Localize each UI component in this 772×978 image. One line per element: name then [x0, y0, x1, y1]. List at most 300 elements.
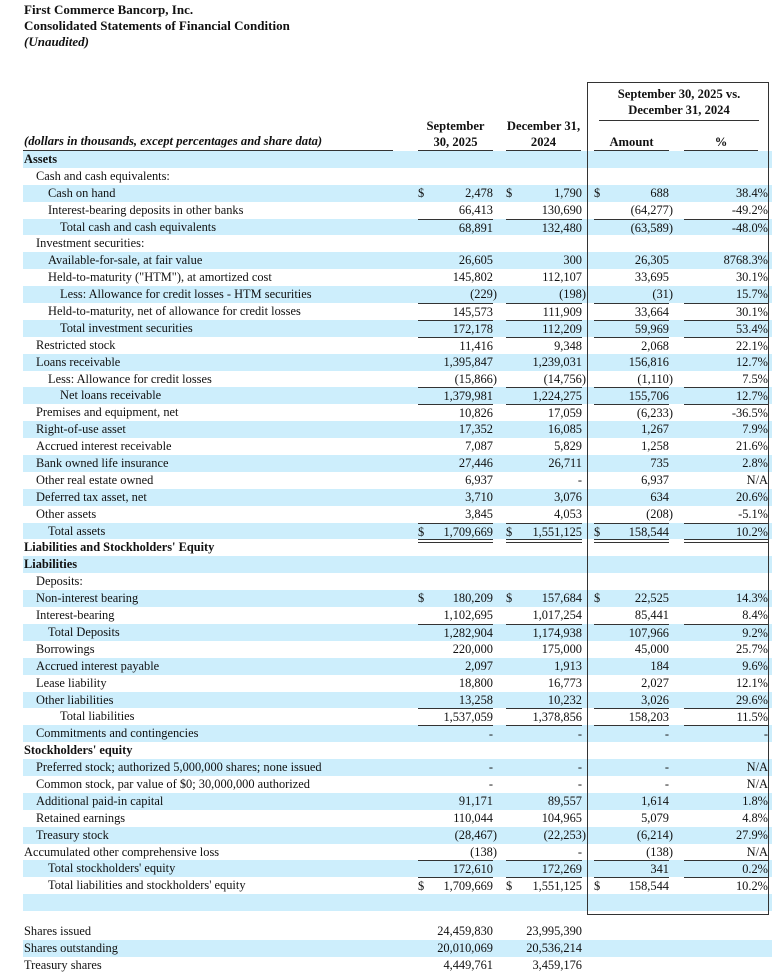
cell-change-amount [594, 708, 669, 726]
cell-value: 9.6% [742, 658, 768, 673]
company-name: First Commerce Bancorp, Inc. [24, 2, 194, 17]
table-row [23, 675, 772, 692]
cell-dec-2024 [506, 438, 582, 455]
cell-value: 1,395,847 [443, 354, 493, 369]
cell-value: -49.2% [731, 202, 768, 217]
cell-sep-2025 [418, 506, 493, 523]
cell-sep-2025 [418, 252, 493, 269]
table-row [23, 438, 772, 455]
cell-dec-2024 [506, 286, 586, 303]
cell-value: - [664, 776, 669, 791]
cell-value: 30.1% [735, 270, 768, 285]
row-label: Accrued interest receivable [36, 439, 172, 454]
table-row [23, 641, 772, 658]
cell-value: 12.1% [735, 675, 768, 690]
cell-sep-2025 [418, 337, 493, 355]
cell-dec-2024 [506, 827, 586, 844]
cell-sep-2025 [418, 185, 493, 202]
cell-value: 14.3% [735, 591, 768, 606]
table-row [23, 556, 772, 573]
row-label: Other assets [36, 506, 97, 521]
table-row [23, 624, 772, 641]
cell-value: 68,891 [458, 220, 493, 235]
table-row [23, 742, 772, 759]
table-row [23, 455, 772, 472]
row-label: Other real estate owned [36, 472, 154, 487]
cell-value: 156,816 [628, 354, 669, 369]
cell-change-pct [684, 844, 768, 861]
row-label: Shares outstanding [24, 940, 118, 955]
cell-sep-2025 [418, 844, 497, 861]
cell-value: 2,478 [465, 185, 493, 200]
cell-change-amount [594, 185, 669, 202]
cell-sep-2025 [418, 320, 493, 338]
cell-value: (15,866) [454, 371, 497, 386]
cell-value: N/A [746, 844, 768, 859]
cell-value: 20,536,214 [526, 940, 582, 955]
table-row [23, 286, 772, 303]
row-label: Liabilities [24, 557, 78, 572]
cell-value: 22,525 [634, 591, 669, 606]
cell-sep-2025 [418, 269, 493, 286]
cell-sep-2025 [418, 708, 493, 726]
cell-sep-2025 [418, 641, 493, 658]
cell-change-pct [684, 523, 768, 541]
cell-value: 1.8% [742, 793, 768, 808]
row-label: Cash on hand [48, 185, 116, 200]
cell-value: 300 [563, 253, 582, 268]
cell-value: 7,087 [465, 439, 493, 454]
cell-dec-2024 [506, 303, 582, 321]
table-row [23, 252, 772, 269]
row-label: Available-for-sale, at fair value [48, 253, 203, 268]
cell-change-pct [684, 438, 768, 455]
cell-value: (208) [646, 506, 673, 521]
cell-value: 1,258 [641, 439, 669, 454]
cell-value: 85,441 [634, 608, 669, 623]
cell-value: - [577, 727, 582, 742]
cell-change-pct [684, 320, 768, 338]
cell-value: 104,965 [541, 810, 582, 825]
cell-value: 1,282,904 [443, 625, 493, 640]
cell-change-amount [594, 523, 669, 541]
cell-change-amount [594, 303, 669, 321]
cell-dec-2024 [506, 675, 582, 692]
cell-dec-2024 [506, 923, 582, 940]
cell-value: 145,802 [452, 270, 493, 285]
cell-value: 158,544 [628, 879, 669, 894]
cell-sep-2025 [418, 523, 493, 541]
table-row [23, 354, 772, 371]
cell-sep-2025 [418, 371, 497, 388]
row-label: Total cash and cash equivalents [60, 219, 217, 234]
cell-value: (64,277) [630, 202, 673, 217]
table-row [23, 371, 772, 388]
cell-value: 132,480 [541, 220, 582, 235]
cell-value: 4,053 [554, 506, 582, 521]
cell-value: (14,756) [543, 371, 586, 386]
cell-value: (6,214) [636, 827, 673, 842]
row-label: Stockholders' equity [24, 743, 133, 758]
cell-value: 23,995,390 [526, 924, 582, 939]
cell-value: 8768.3% [723, 253, 768, 268]
cell-value: 27.9% [735, 827, 768, 842]
cell-change-amount [594, 641, 669, 658]
cell-sep-2025 [418, 877, 493, 895]
cell-value: (6,233) [636, 406, 673, 421]
cell-value: 1,378,856 [532, 710, 582, 725]
table-row [23, 844, 772, 861]
cell-value: 1,537,059 [443, 710, 493, 725]
cell-sep-2025 [418, 472, 493, 489]
row-label: Total assets [48, 523, 106, 538]
statement-title: Consolidated Statements of Financial Condition [24, 18, 290, 33]
cell-change-amount [594, 438, 669, 455]
cell-dec-2024 [506, 590, 582, 607]
cell-value: 4.8% [742, 810, 768, 825]
cell-sep-2025 [418, 303, 493, 321]
cell-dec-2024 [506, 269, 582, 286]
row-label: Non-interest bearing [36, 591, 139, 606]
cell-value: 5,829 [554, 439, 582, 454]
row-label: Loans receivable [36, 354, 121, 369]
cell-value: 5,079 [641, 810, 669, 825]
row-label: Commitments and contingencies [36, 726, 199, 741]
cell-value: N/A [746, 760, 768, 775]
table-row [23, 658, 772, 675]
cell-value: - [664, 760, 669, 775]
cell-value: 110,044 [453, 810, 493, 825]
cell-value: 45,000 [634, 641, 669, 656]
cell-change-pct [684, 303, 768, 321]
cell-sep-2025 [418, 675, 493, 692]
row-label: Assets [24, 152, 58, 166]
table-row [23, 894, 772, 911]
cell-value: - [488, 760, 493, 775]
cell-value: 26,305 [634, 253, 669, 268]
cell-value: 10.2% [735, 524, 768, 539]
table-row [23, 776, 772, 793]
row-label: Held-to-maturity, net of allowance for credit losses [48, 304, 301, 319]
cell-change-amount [594, 404, 673, 422]
dollar-sign: $ [594, 879, 601, 894]
cell-value: (1,110) [637, 371, 673, 386]
cell-value: 91,171 [458, 793, 493, 808]
cell-sep-2025 [418, 607, 493, 624]
cell-value: 16,085 [547, 422, 582, 437]
audit-status: (Unaudited) [24, 34, 89, 49]
row-label: Common stock, par value of $0; 30,000,000 authorized [36, 776, 310, 791]
cell-value: 66,413 [458, 202, 493, 217]
cell-value: -48.0% [731, 220, 768, 235]
table-row [23, 759, 772, 776]
cell-value: 112,107 [542, 270, 582, 285]
cell-value: 13,258 [458, 692, 493, 707]
cell-dec-2024 [506, 371, 586, 388]
cell-value: 53.4% [735, 321, 768, 336]
cell-change-pct [684, 252, 768, 269]
cell-value: (28,467) [454, 827, 497, 842]
table-row [23, 404, 772, 421]
cell-change-amount [594, 489, 669, 506]
cell-change-pct [684, 877, 768, 895]
cell-dec-2024 [506, 877, 582, 895]
cell-value: 1,224,275 [532, 389, 582, 404]
cell-change-pct [684, 337, 768, 355]
cell-sep-2025 [418, 776, 493, 793]
cell-dec-2024 [506, 759, 582, 776]
cell-change-pct [684, 421, 768, 438]
cell-dec-2024 [506, 489, 582, 506]
table-row [23, 957, 772, 974]
row-label: Restricted stock [36, 337, 116, 352]
cell-value: 3,459,176 [532, 957, 582, 972]
cell-dec-2024 [506, 523, 582, 541]
cell-value: 21.6% [735, 439, 768, 454]
cell-value: 1,267 [641, 422, 669, 437]
cell-value: 26,711 [548, 456, 582, 471]
cell-value: 130,690 [541, 202, 582, 217]
table-row [23, 539, 772, 556]
cell-value: 59,969 [634, 321, 669, 336]
row-label: Total liabilities [60, 709, 135, 724]
table-row [23, 235, 772, 252]
table-row [23, 303, 772, 320]
cell-change-pct [684, 759, 768, 776]
cell-change-amount [594, 387, 669, 405]
cell-change-pct [684, 658, 768, 675]
row-label: Deferred tax asset, net [36, 489, 147, 504]
cell-value: - [664, 727, 669, 742]
table-row [23, 337, 772, 354]
cell-change-pct [684, 404, 768, 422]
cell-value: 10.2% [735, 879, 768, 894]
cell-value: 1,017,254 [532, 608, 582, 623]
cell-dec-2024 [506, 793, 582, 810]
cell-change-amount [594, 252, 669, 269]
cell-value: 4,449,761 [443, 957, 493, 972]
cell-change-pct [684, 472, 768, 489]
table-row [23, 923, 772, 940]
table-row [23, 708, 772, 725]
cell-value: 3,076 [554, 489, 582, 504]
cell-value: 1,102,695 [443, 608, 493, 623]
cell-value: 158,203 [628, 710, 669, 725]
cell-value: 341 [650, 862, 669, 877]
cell-sep-2025 [418, 438, 493, 455]
cell-change-amount [594, 675, 669, 692]
cell-value: 17,059 [547, 406, 582, 421]
cell-value: (22,253) [543, 827, 586, 842]
cell-value: 16,773 [547, 675, 582, 690]
dollar-sign: $ [594, 524, 601, 539]
cell-change-pct [684, 489, 768, 506]
cell-dec-2024 [506, 185, 582, 202]
cell-sep-2025 [418, 810, 493, 827]
cell-value: 735 [650, 456, 669, 471]
cell-dec-2024 [506, 810, 582, 827]
cell-change-amount [594, 810, 669, 827]
cell-value: 1,790 [554, 185, 582, 200]
cell-value: 17,352 [458, 422, 493, 437]
cell-value: 172,269 [541, 862, 582, 877]
cell-value: 7.9% [742, 422, 768, 437]
dollar-sign: $ [418, 185, 425, 200]
cell-change-amount [594, 320, 669, 338]
cell-value: 3,710 [465, 489, 493, 504]
cell-change-pct [684, 641, 768, 658]
cell-value: 145,573 [452, 305, 493, 320]
cell-change-amount [594, 590, 669, 607]
cell-change-amount [594, 337, 669, 355]
cell-value: - [577, 472, 582, 487]
row-label: Total liabilities and stockholders' equity [48, 878, 246, 893]
cell-sep-2025 [418, 793, 493, 810]
table-row [23, 523, 772, 540]
cell-value: (138) [646, 844, 673, 859]
dollar-sign: $ [506, 879, 513, 894]
cell-value: 7.5% [742, 371, 768, 386]
cell-sep-2025 [418, 957, 493, 974]
cell-change-amount [594, 624, 669, 642]
cell-sep-2025 [418, 940, 493, 957]
table-row [23, 320, 772, 337]
cell-change-amount [594, 472, 669, 489]
cell-value: 26,605 [458, 253, 493, 268]
cell-dec-2024 [506, 354, 582, 371]
dollar-sign: $ [506, 524, 513, 539]
row-label: Lease liability [36, 675, 107, 690]
cell-change-amount [594, 725, 669, 743]
cell-change-amount [594, 776, 669, 793]
cell-change-pct [684, 675, 768, 692]
cell-change-pct [684, 776, 768, 793]
cell-value: 2.8% [742, 456, 768, 471]
cell-change-pct [684, 354, 768, 371]
cell-change-pct [684, 185, 768, 202]
cell-value: N/A [746, 776, 768, 791]
cell-value: 11.5% [736, 710, 768, 725]
cell-value: 0.2% [742, 862, 768, 877]
cell-dec-2024 [506, 455, 582, 472]
cell-dec-2024 [506, 219, 582, 237]
cell-change-pct [684, 387, 768, 405]
cell-value: 20,010,069 [437, 940, 493, 955]
cell-value: 12.7% [735, 354, 768, 369]
cell-value: 157,684 [541, 591, 582, 606]
cell-change-pct [684, 590, 768, 607]
cell-value: (138) [470, 844, 497, 859]
cell-value: 38.4% [735, 185, 768, 200]
row-label: Accrued interest payable [36, 658, 160, 673]
col-header-dec-2024: December 31, 2024 [506, 119, 581, 149]
cell-change-pct [684, 455, 768, 472]
units-note: (dollars in thousands, except percentages and share data) [24, 134, 323, 148]
cell-change-pct [684, 506, 768, 523]
cell-sep-2025 [418, 455, 493, 472]
table-row [23, 860, 772, 877]
row-label: Borrowings [36, 641, 95, 656]
cell-value: 24,459,830 [437, 924, 493, 939]
cell-value: 1,551,125 [532, 524, 582, 539]
cell-change-amount [594, 286, 673, 303]
row-label: Right-of-use asset [36, 422, 126, 437]
cell-value: 6,937 [465, 472, 493, 487]
dollar-sign: $ [594, 591, 601, 606]
row-label: Interest-bearing [36, 608, 115, 623]
table-row [23, 940, 772, 957]
row-label: Total Deposits [48, 624, 120, 639]
cell-value: 22.1% [735, 338, 768, 353]
cell-dec-2024 [506, 472, 582, 489]
table-row [23, 219, 772, 236]
cell-dec-2024 [506, 607, 582, 624]
cell-dec-2024 [506, 957, 582, 974]
cell-sep-2025 [418, 590, 493, 607]
row-label: Total investment securities [60, 320, 193, 335]
cell-value: -36.5% [731, 406, 768, 421]
cell-dec-2024 [506, 337, 582, 355]
cell-value: - [577, 760, 582, 775]
cell-value: 27,446 [458, 456, 493, 471]
cell-change-pct [684, 624, 768, 642]
cell-value: 89,557 [547, 793, 582, 808]
col-header-sep-2025: September 30, 2025 [418, 118, 493, 151]
cell-change-pct [684, 219, 768, 237]
cell-dec-2024 [506, 708, 582, 726]
cell-value: 2,027 [641, 675, 669, 690]
cell-change-pct [684, 793, 768, 810]
cell-change-amount [594, 844, 673, 861]
table-row [23, 202, 772, 219]
cell-value: 3,845 [465, 506, 493, 521]
row-label: Interest-bearing deposits in other banks [48, 202, 244, 217]
cell-sep-2025 [418, 658, 493, 675]
cell-change-amount [594, 877, 669, 895]
row-label: Bank owned life insurance [36, 456, 169, 471]
row-label: Treasury stock [36, 827, 109, 842]
cell-change-amount [594, 607, 669, 624]
cell-value: - [488, 776, 493, 791]
table-row [23, 877, 772, 894]
cell-change-amount [594, 269, 669, 286]
table-row [23, 573, 772, 590]
dollar-sign: $ [418, 591, 425, 606]
cell-sep-2025 [418, 692, 493, 709]
table-row [23, 151, 772, 168]
row-label: Net loans receivable [60, 388, 162, 403]
cell-change-pct [684, 607, 768, 624]
cell-sep-2025 [418, 759, 493, 776]
row-label: Shares issued [24, 924, 92, 939]
spacer [23, 911, 772, 923]
cell-value: 172,610 [452, 862, 493, 877]
table-row [23, 472, 772, 489]
cell-value: - [488, 727, 493, 742]
cell-value: 175,000 [541, 641, 582, 656]
cell-value: N/A [746, 472, 768, 487]
cell-change-pct [684, 827, 768, 844]
cell-sep-2025 [418, 421, 493, 438]
col-header-amount: Amount [594, 134, 669, 151]
row-label: Premises and equipment, net [36, 405, 179, 420]
cell-change-amount [594, 455, 669, 472]
cell-value: 1,551,125 [532, 879, 582, 894]
cell-change-pct [684, 810, 768, 827]
cell-change-amount [594, 793, 669, 810]
cell-value: 155,706 [628, 389, 669, 404]
table-row [23, 269, 772, 286]
